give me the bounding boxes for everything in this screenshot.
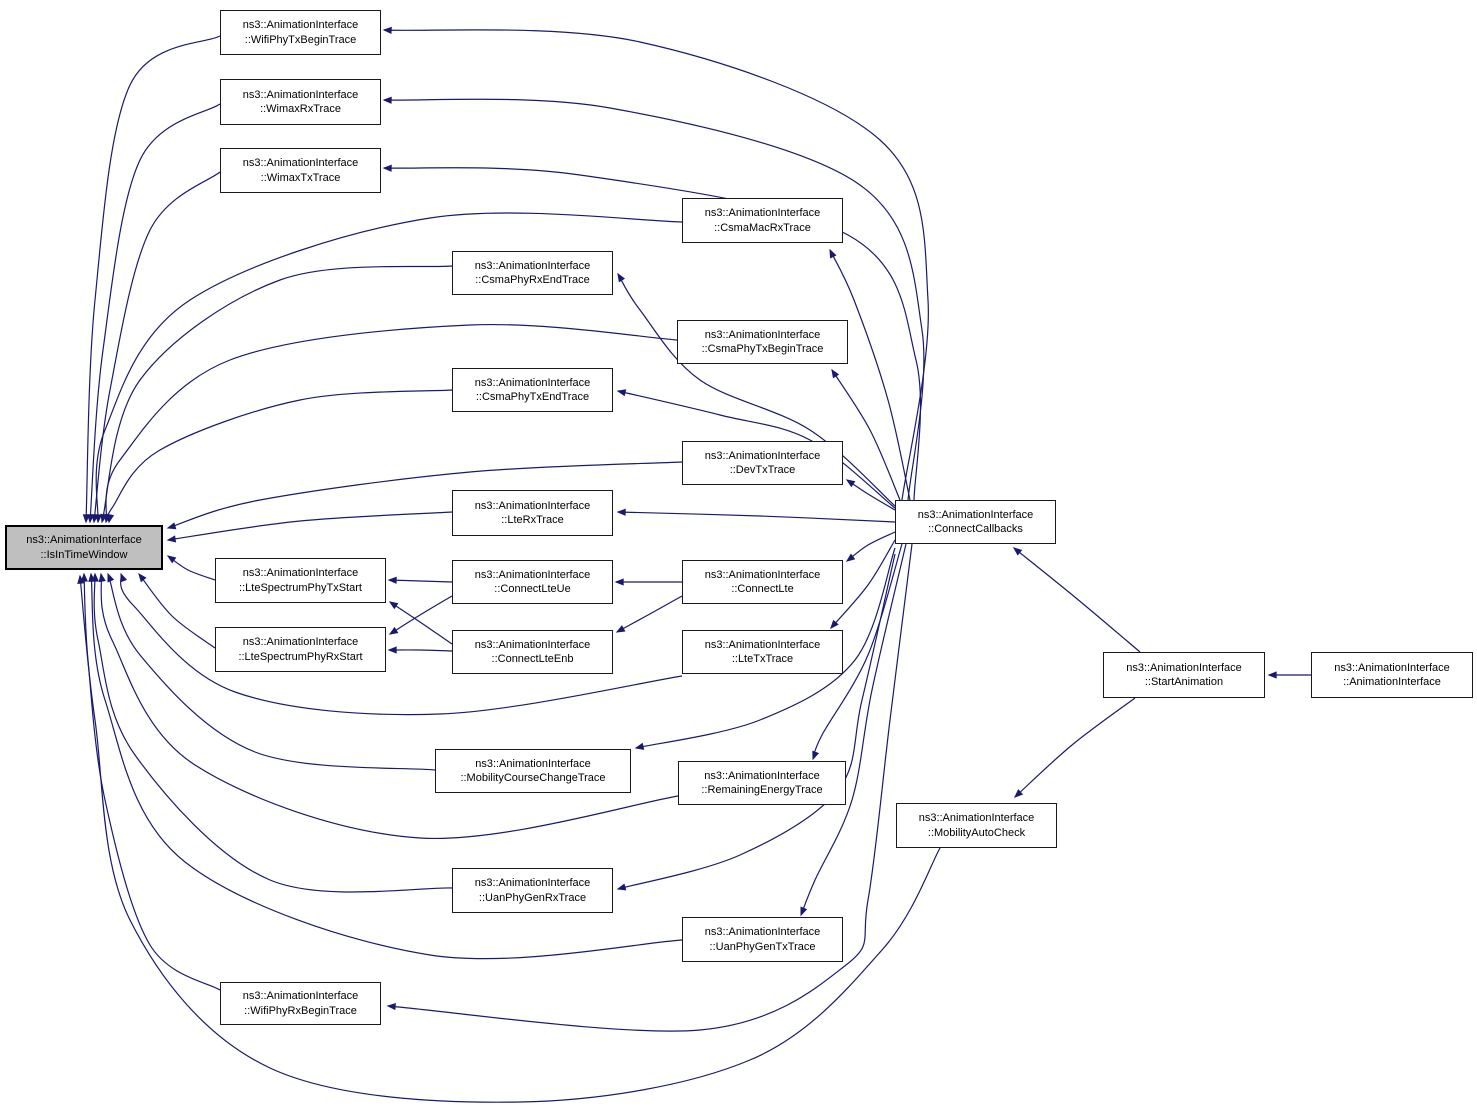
node-label-line: ns3::AnimationInterface (918, 812, 1035, 824)
node-label-line: ns3::AnimationInterface (242, 19, 359, 31)
node-remainingenergytrace[interactable] (678, 761, 846, 805)
node-label-line: ::MobilityCourseChangeTrace (460, 772, 606, 784)
node-uanphygentxtrace[interactable] (682, 917, 843, 962)
edge-connectcallbacks-to-connectlte (847, 532, 895, 561)
node-label-line: ::UanPhyGenRxTrace (478, 891, 587, 904)
node-label-line: ::ConnectLte (731, 583, 794, 595)
node-label-line: ::WimaxRxTrace (260, 103, 341, 115)
node-label-line: ns3::AnimationInterface (26, 534, 142, 546)
node-mobilityautocheck[interactable] (896, 803, 1057, 848)
node-label-line: ::ConnectLteEnb (491, 653, 574, 665)
node-label-line: ns3::AnimationInterface (474, 568, 591, 581)
node-label-line: ::IsInTimeWindow (40, 548, 128, 561)
node-label-line: ::UanPhyGenTxTrace (709, 940, 816, 953)
node-label-line: ::LteTxTrace (731, 653, 794, 665)
node-label-line: ::DevTxTrace (729, 464, 796, 476)
edge-lterxtrace-to-isintimewindow (168, 512, 452, 540)
node-animationinterface[interactable] (1311, 652, 1473, 698)
edge-csmaphyrxendtrace-to-isintimewindow (102, 266, 452, 522)
node-label-line: ::WimaxTxTrace (260, 171, 341, 184)
node-uanphygenrxtrace[interactable] (452, 868, 613, 913)
node-label-line: ::CsmaPhyTxEndTrace (475, 391, 590, 403)
node-label-line: ns3::AnimationInterface (704, 207, 821, 219)
node-csmaphytxendtrace[interactable] (452, 368, 613, 412)
node-label-line: ::CsmaPhyTxBeginTrace (701, 343, 824, 355)
edge-startanimation-to-mobilityautocheck (1015, 698, 1135, 797)
node-label-line: ns3::AnimationInterface (242, 990, 359, 1002)
edge-connectcallbacks-to-lterxtrace (618, 512, 895, 522)
edge-ltespectrumphytxstart-to-isintimewindow (168, 556, 215, 580)
edge-ltespectrumphyrxstart-to-isintimewindow (139, 574, 215, 648)
node-mobilitycoursechangetrace[interactable] (435, 749, 631, 793)
node-wimaxtxtrace[interactable] (220, 148, 381, 193)
node-connectcallbacks[interactable] (895, 500, 1056, 544)
node-label-line: ns3::AnimationInterface (242, 88, 359, 101)
node-label-line: ns3::AnimationInterface (242, 567, 359, 579)
edge-connectlteenb-to-ltespectrumphyrxstart (389, 650, 452, 651)
node-label-line: ns3::AnimationInterface (1334, 661, 1450, 674)
node-startanimation[interactable] (1103, 652, 1265, 698)
node-label-line: ns3::AnimationInterface (242, 157, 359, 169)
node-connectlteue[interactable] (452, 560, 613, 604)
node-label-line: ::LteSpectrumPhyTxStart (239, 581, 362, 594)
node-csmaphyrxendtrace[interactable] (452, 251, 613, 295)
node-label-line: ns3::AnimationInterface (242, 636, 359, 648)
node-label-line: ns3::AnimationInterface (704, 568, 821, 581)
node-label-line: ::WifiPhyTxBeginTrace (244, 33, 357, 46)
node-csmamacrxtrace[interactable] (682, 198, 843, 243)
node-label-line: ::MobilityAutoCheck (927, 826, 1026, 839)
edge-startanimation-to-connectcallbacks (1014, 548, 1140, 652)
node-label-line: ns3::AnimationInterface (474, 877, 591, 889)
edge-connectcallbacks-to-wimaxrxtrace (384, 99, 924, 500)
edge-mobilitycoursechangetrace-to-isintimewindow (108, 574, 435, 770)
node-label-line: ::AnimationInterface (1343, 676, 1441, 688)
node-label-line: ::LteSpectrumPhyRxStart (238, 650, 363, 663)
node-label-line: ns3::AnimationInterface (474, 499, 591, 512)
node-label-line: ns3::AnimationInterface (474, 259, 591, 272)
node-isintimewindow (5, 525, 163, 570)
node-label-line: ns3::AnimationInterface (704, 449, 821, 462)
edge-wifiphytxbegintrace-to-isintimewindow (86, 36, 220, 522)
node-label-line: ns3::AnimationInterface (704, 769, 820, 782)
node-label-line: ns3::AnimationInterface (474, 638, 591, 651)
node-wifiphyrxbegintrace[interactable] (220, 982, 381, 1025)
node-label-line: ns3::AnimationInterface (704, 328, 821, 341)
node-connectlteenb[interactable] (452, 630, 613, 674)
node-label-line: ::StartAnimation (1144, 676, 1224, 688)
node-connectlte[interactable] (682, 560, 843, 604)
node-ltespectrumphytxstart[interactable] (215, 558, 386, 603)
node-csmaphytxbegintrace[interactable] (677, 320, 848, 364)
edge-wifiphyrxbegintrace-to-isintimewindow (84, 574, 220, 990)
node-label-line: ns3::AnimationInterface (475, 757, 591, 770)
node-ltetxtrace[interactable] (682, 630, 843, 674)
node-wimaxrxtrace[interactable] (220, 79, 381, 125)
edge-connectlteue-to-ltespectrumphyrxstart (390, 596, 452, 634)
node-wifiphytxbegintrace[interactable] (220, 10, 381, 55)
node-label-line: ::WifiPhyRxBeginTrace (244, 1004, 357, 1017)
edge-connectlte-to-connectlteenb (617, 596, 682, 632)
node-label-line: ns3::AnimationInterface (1126, 661, 1242, 674)
node-label-line: ::LteRxTrace (501, 514, 564, 526)
node-label-line: ::ConnectCallbacks (928, 523, 1023, 535)
node-label-line: ns3::AnimationInterface (704, 926, 821, 938)
node-label-line: ::CsmaMacRxTrace (714, 221, 811, 234)
node-label-line: ns3::AnimationInterface (917, 508, 1034, 521)
node-label-line: ::RemainingEnergyTrace (701, 784, 823, 796)
edge-connectcallbacks-to-devtxtrace (847, 480, 895, 510)
edge-connectlteue-to-ltespectrumphytxstart (389, 580, 452, 582)
node-label-line: ::CsmaPhyRxEndTrace (475, 274, 590, 286)
edge-connectlteenb-to-ltespectrumphytxstart (390, 602, 452, 644)
node-ltespectrumphyrxstart[interactable] (215, 627, 386, 672)
node-label-line: ::ConnectLteUe (494, 583, 571, 595)
node-label-line: ns3::AnimationInterface (474, 376, 591, 389)
node-lterxtrace[interactable] (452, 490, 613, 536)
node-devtxtrace[interactable] (682, 441, 843, 485)
node-label-line: ns3::AnimationInterface (704, 638, 821, 651)
edge-wimaxtxtrace-to-isintimewindow (94, 172, 220, 522)
